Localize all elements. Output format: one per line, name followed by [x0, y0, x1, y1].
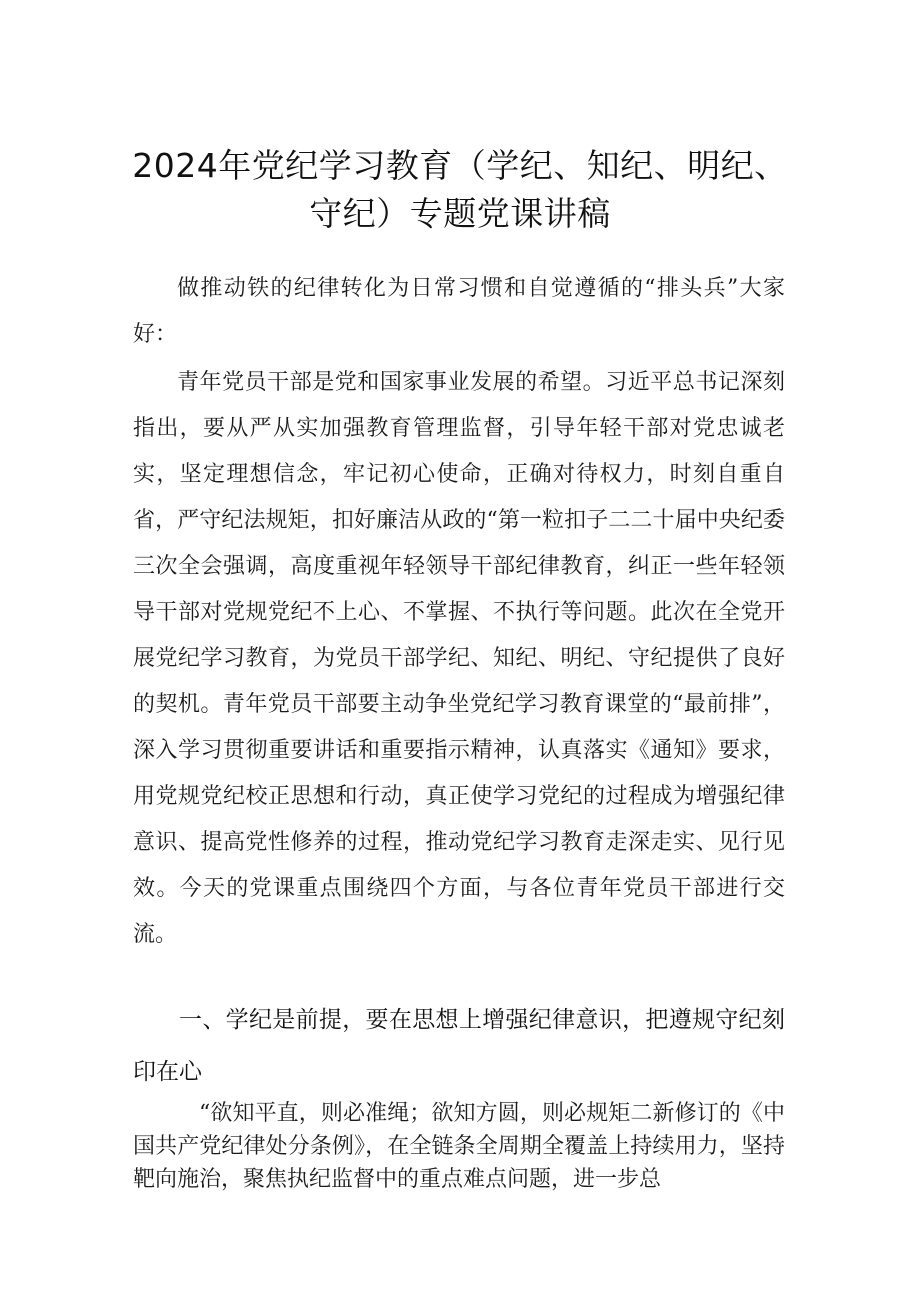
document-title: 2024年党纪学习教育（学纪、知纪、明纪、守纪）专题党课讲稿 — [132, 146, 788, 233]
body-paragraph-2: “欲知平直，则必准绳；欲知方圆，则必规矩二新修订的《中国共产党纪律处分条例》，在全链条全周期全覆盖上持续用力，坚持靶向施治，聚焦执纪监督中的重点难点问题，进一步总 — [133, 1101, 785, 1192]
greeting-paragraph: 做推动铁的纪律转化为日常习惯和自觉遵循的“排头兵”大家好： — [133, 276, 785, 347]
body-paragraph-1: 青年党员干部是党和国家事业发展的希望。习近平总书记深刻指出，要从严从实加强教育管理监督，引导年轻干部对党忠诚老实，坚定理想信念，牢记初心使命，正确对待权力，时刻自重自省，严守纪法规矩，扣好廉洁从政的“第一粒扣子二二十届中央纪委三次全会强调，高度重视年轻领导干部纪律教育，纠正一些年轻领导干部对党规党纪不上心、不掌握、不执行等问题。此次在全党开展党纪学习教育，为党员干部学纪、知纪、明纪、守纪提供了良好的契机。青年党员干部要主动争坐党纪学习教育课堂的“最前排”，深入学习贯彻重要讲话和重要指示精神，认真落实《通知》要求，用党规党纪校正思想和行动，真正使学习党纪的过程成为增强纪律意识、提高党性修养的过程，推动党纪学习教育走深走实、见行见效。今天的党课重点围绕四个方面，与各位青年党员干部进行交流。 — [133, 370, 785, 947]
section-heading-1: 一、学纪是前提，要在思想上增强纪律意识，把遵规守纪刻印在心 — [133, 1007, 785, 1085]
